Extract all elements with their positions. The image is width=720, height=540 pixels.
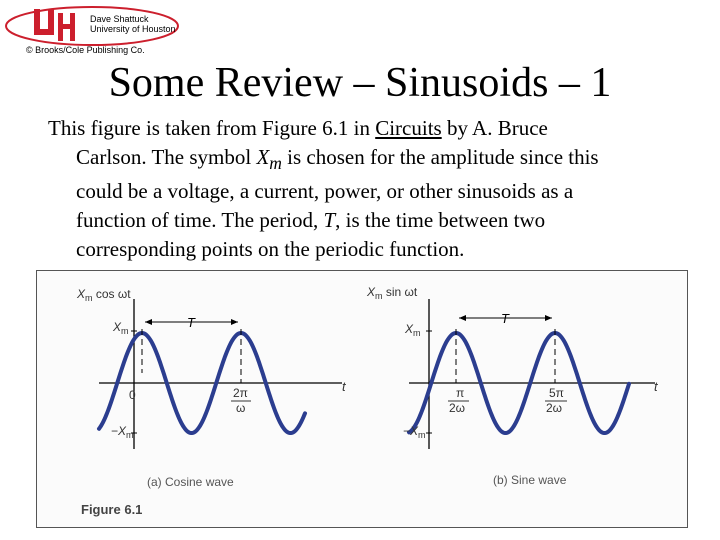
book-title-link: Circuits: [375, 116, 442, 140]
right-period-arrowhead-right: [545, 315, 552, 321]
body-text-run: Carlson. The symbol: [76, 144, 257, 169]
body-line-1: [48, 116, 548, 140]
cosine-panel: [76, 287, 347, 489]
logo-university-name: University of Houston: [90, 24, 176, 34]
slide-title: Some Review – Sinusoids – 1: [108, 60, 612, 106]
left-xm-label: $X_m$: [113, 320, 129, 336]
left-neg-xm-label: $-X_m$: [111, 424, 134, 440]
left-period-arrowhead-right: [231, 319, 238, 325]
body-text-run: This figure is taken from Figure 6.1 in: [48, 116, 376, 140]
left-tick-2pi-num: 2π: [233, 386, 248, 400]
right-tick-5pi-num: 5π: [549, 386, 564, 400]
publisher-copyright: © Brooks/Cole Publishing Co.: [26, 45, 145, 55]
sine-sublabel: (b) Sine wave: [493, 473, 567, 487]
figure-6-1-image: [36, 270, 688, 528]
university-logo: [4, 4, 182, 54]
right-tick-pi-den: 2ω: [449, 401, 466, 415]
slide-body-text: [48, 114, 688, 263]
left-period-arrowhead-left: [145, 319, 152, 325]
right-tick-pi-num: π: [456, 386, 465, 400]
body-text-run: by A. Bruce: [441, 116, 548, 140]
right-xm-label: $X_m$: [405, 322, 421, 338]
sine-panel: [366, 285, 659, 487]
body-line-3: could be a voltage, a current, power, or other sinusoids as a: [76, 179, 574, 204]
right-period-arrowhead-left: [459, 315, 466, 321]
amplitude-symbol: $X_m$: [256, 144, 282, 173]
figure-caption: Figure 6.1: [81, 502, 143, 517]
logo-author-name: Dave Shattuck: [90, 14, 149, 24]
sinusoid-figure: [37, 271, 687, 527]
right-neg-xm-label: $-X_m$: [403, 424, 426, 440]
cosine-sublabel: (a) Cosine wave: [147, 475, 234, 489]
right-t-axis-label: t: [654, 379, 658, 394]
left-function-label: $X_m$ cos ωt: [77, 287, 131, 303]
left-t-axis-label: t: [342, 379, 346, 394]
right-function-label: $X_m$ sin ωt: [367, 285, 418, 301]
body-text-run: , is the time between two: [335, 207, 546, 232]
right-period-label: T: [501, 311, 509, 326]
period-symbol: T: [323, 207, 336, 232]
body-line-2: [48, 143, 688, 178]
uh-monogram-icon: [34, 9, 75, 41]
body-text-run: function of time. The period,: [76, 207, 324, 232]
body-line-4: [48, 206, 688, 235]
left-period-label: T: [187, 315, 195, 330]
right-tick-5pi-den: 2ω: [546, 401, 563, 415]
left-tick-2pi-den: ω: [236, 401, 246, 415]
body-text-run: is chosen for the amplitude since this: [281, 144, 599, 169]
left-origin-label: 0: [129, 388, 136, 402]
body-line-5: corresponding points on the periodic function.: [76, 236, 465, 261]
